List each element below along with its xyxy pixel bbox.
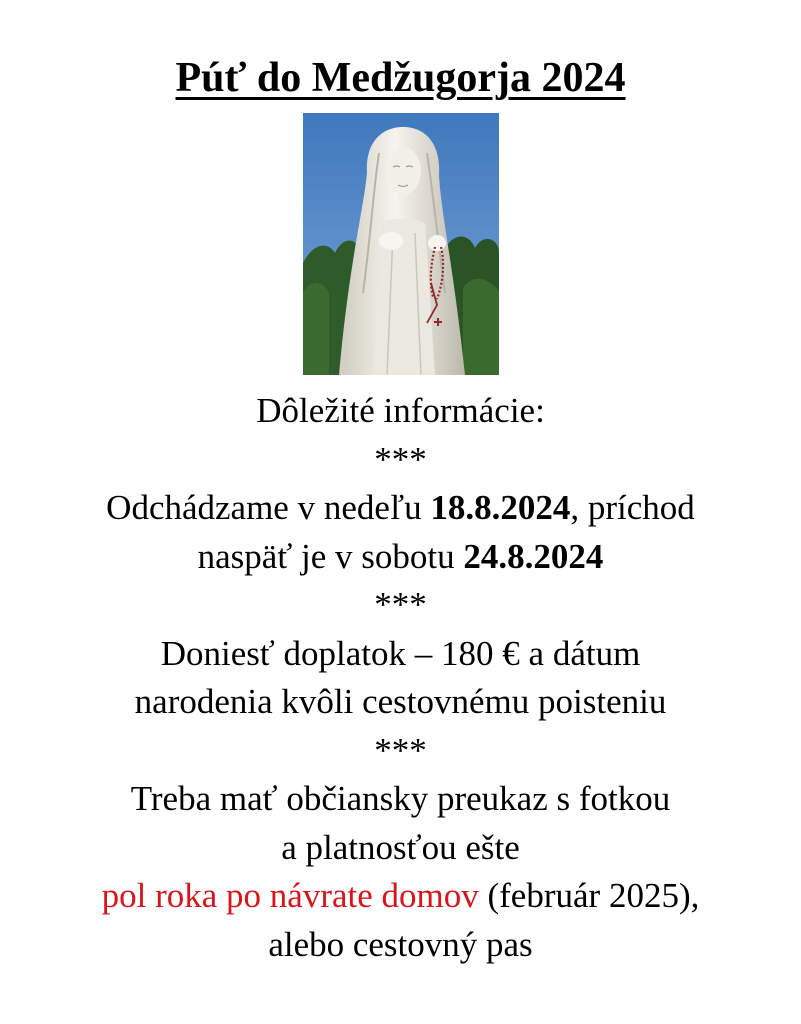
document-line-1: Treba mať občiansky preukaz s fotkou	[130, 779, 671, 818]
separator: ***	[374, 730, 427, 770]
payment-line-1: Doniesť doplatok – 180 € a dátum	[160, 633, 641, 673]
return-pre: naspäť je v sobotu	[197, 536, 464, 576]
separator: ***	[374, 439, 427, 479]
validity-highlight: pol roka po návrate domov	[101, 876, 479, 915]
document-line-2: a platnosťou ešte	[281, 827, 520, 867]
madonna-statue-photo	[303, 113, 499, 375]
departure-date: 18.8.2024	[430, 488, 571, 527]
validity-date: (február 2025),	[478, 876, 700, 915]
separator: ***	[374, 585, 427, 624]
document-line-4: alebo cestovný pas	[268, 924, 533, 964]
document-line-3	[0, 872, 801, 921]
departure-pre: Odchádzame v nedeľu	[106, 488, 431, 527]
return-date: 24.8.2024	[463, 536, 604, 576]
page-title: Púť do Medžugorja 2024	[175, 55, 626, 101]
return-line	[0, 533, 801, 582]
statue-image	[303, 113, 499, 375]
information-block	[0, 387, 801, 969]
departure-mid: , príchod	[570, 488, 695, 527]
departure-line	[0, 484, 801, 533]
payment-line-2: narodenia kvôli cestovnému poisteniu	[134, 682, 667, 721]
info-heading: Dôležité informácie:	[256, 391, 545, 430]
